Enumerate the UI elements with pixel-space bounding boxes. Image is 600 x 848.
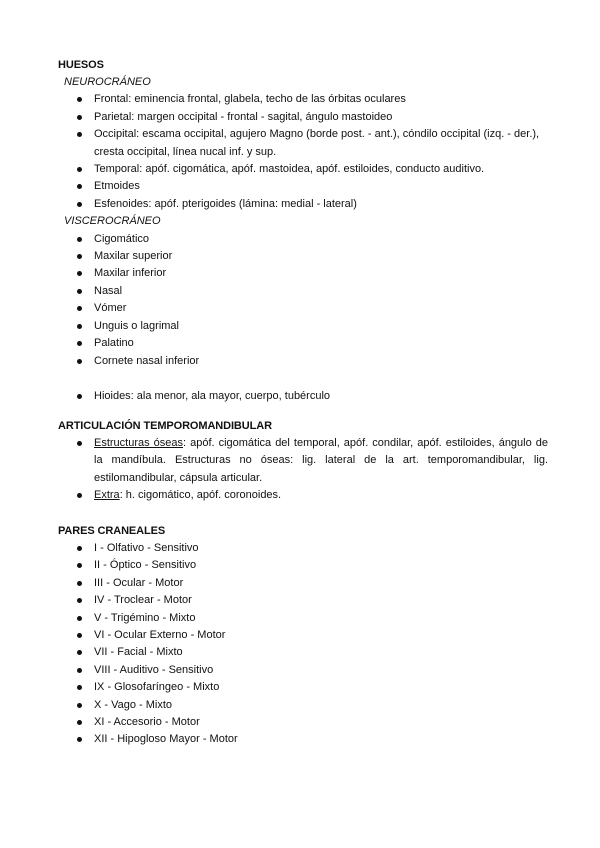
list-item: Frontal: eminencia frontal, glabela, techo de las órbitas oculares: [58, 91, 548, 108]
list-item: Unguis o lagrimal: [58, 318, 548, 335]
list-item: Vómer: [58, 300, 548, 317]
list-item: Temporal: apóf. cigomática, apóf. mastoidea, apóf. estiloides, conducto auditivo.: [58, 161, 548, 178]
section-title: HUESOS: [58, 59, 104, 71]
spacer: [58, 370, 548, 388]
list-item: VII - Facial - Mixto: [58, 644, 548, 661]
list-item: Nasal: [58, 283, 548, 300]
atm-list: [58, 435, 548, 505]
section-atm: [58, 418, 548, 505]
item-text: : h. cigomático, apóf. coronoides.: [119, 489, 282, 502]
list-item: III - Ocular - Motor: [58, 575, 548, 592]
list-item: I - Olfativo - Sensitivo: [58, 540, 548, 557]
viscerocraneo-list: [58, 231, 548, 370]
list-item: Etmoides: [58, 178, 548, 195]
section-title: ARTICULACIÓN TEMPOROMANDIBULAR: [58, 420, 272, 432]
list-item: Hioides: ala menor, ala mayor, cuerpo, tubérculo: [58, 388, 548, 405]
list-item: VI - Ocular Externo - Motor: [58, 627, 548, 644]
list-item: Cigomático: [58, 231, 548, 248]
list-item: V - Trigémino - Mixto: [58, 610, 548, 627]
subsection-title: VISCEROCRÁNEO: [64, 215, 161, 228]
list-item: II - Óptico - Sensitivo: [58, 557, 548, 574]
list-item: IV - Troclear - Motor: [58, 592, 548, 609]
pares-list: [58, 540, 548, 749]
list-item: [58, 487, 548, 504]
list-item: XI - Accesorio - Motor: [58, 714, 548, 731]
list-item: VIII - Auditivo - Sensitivo: [58, 662, 548, 679]
item-label: Extra: [94, 489, 120, 502]
section-huesos: [58, 57, 548, 405]
list-item: Cornete nasal inferior: [58, 353, 548, 370]
list-item: Parietal: margen occipital - frontal - sagital, ángulo mastoideo: [58, 109, 548, 126]
item-label: Estructuras óseas: [94, 437, 184, 449]
list-item: X - Vago - Mixto: [58, 697, 548, 714]
list-item: IX - Glosofaríngeo - Mixto: [58, 679, 548, 696]
list-item: Esfenoides: apóf. pterigoides (lámina: medial - lateral): [58, 196, 548, 213]
list-item: XII - Hipogloso Mayor - Motor: [58, 731, 548, 748]
list-item: Maxilar superior: [58, 248, 548, 265]
list-item: Palatino: [58, 335, 548, 352]
neurocraneo-list: [58, 91, 548, 213]
list-item: [58, 435, 548, 487]
list-item: Occipital: escama occipital, agujero Magno (borde post. - ant.), cóndilo occipital (izq. - der.), cresta occipital, línea nucal inf. y sup.: [58, 126, 548, 161]
list-item: Maxilar inferior: [58, 265, 548, 282]
section-pares: [58, 523, 548, 749]
item-text: : apóf. cigomática del temporal, apóf. condilar, apóf. estiloides, ángulo de la mandíbula. Estructuras no óseas: lig. lateral de la art. temporomandibular, lig. estilomandibular, cápsula articular.: [94, 437, 548, 484]
subsection-title: NEUROCRÁNEO: [64, 76, 151, 88]
section-title: PARES CRANEALES: [58, 525, 166, 537]
hioides-list: [58, 388, 548, 405]
